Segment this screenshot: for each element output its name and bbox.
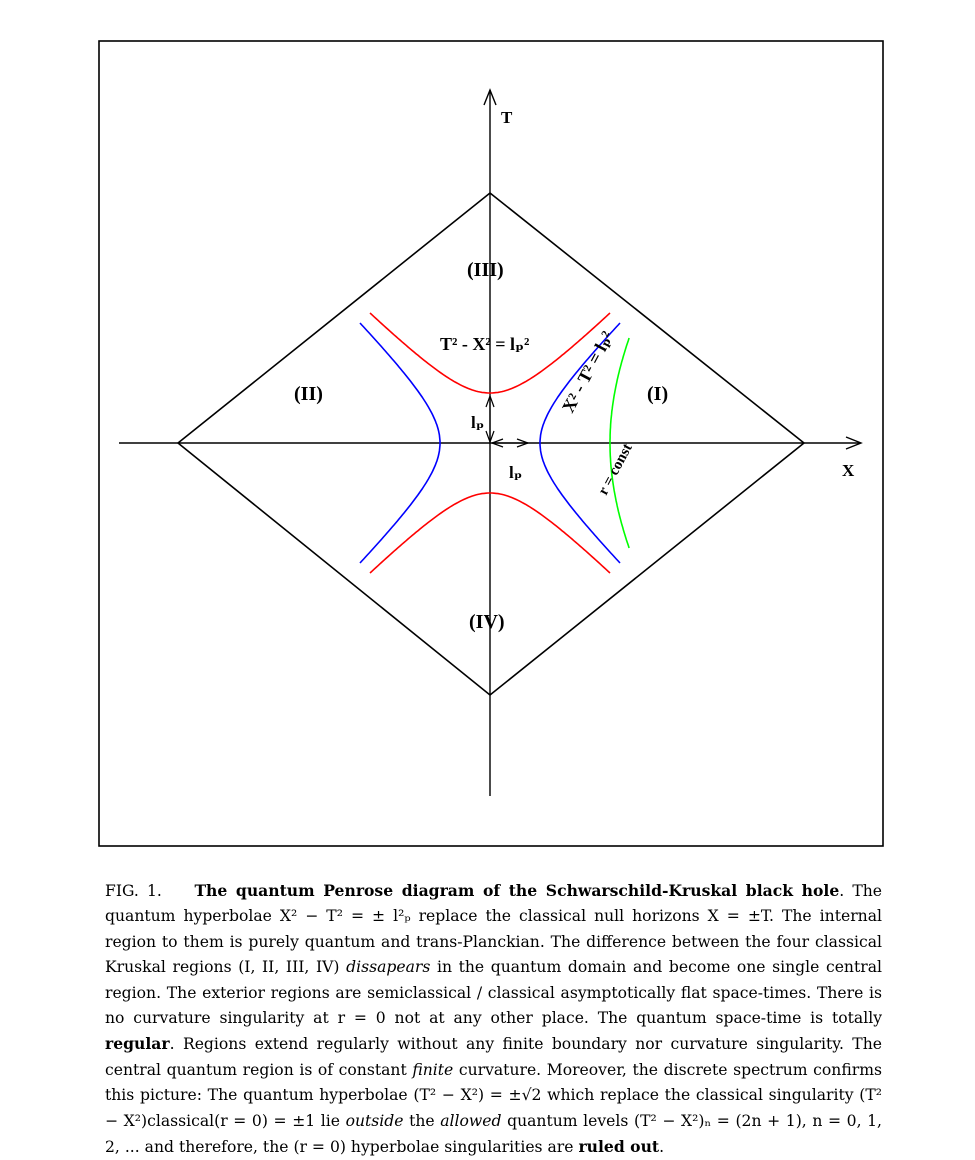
caption-bold: regular [105, 1034, 170, 1054]
math-classical: (T² − X²)classical(r = 0) = ±1 [105, 1086, 882, 1130]
caption-text: the [403, 1111, 441, 1130]
lp-vertical-label: lₚ [471, 413, 485, 432]
r-const-label: r = const [595, 441, 636, 498]
math-levels: (T² − X²)ₙ = (2n + 1), n = 0, 1, 2, ... [105, 1111, 883, 1157]
time-hyperbola-label: T² - X² = lₚ² [440, 334, 530, 354]
math-horizons: X = ±T [707, 907, 770, 926]
caption-text: in the quantum domain and become one single central region. The exterior regions are semiclassical / classical asymptotically flat space-times. There is no curvature singularity at [105, 958, 882, 1028]
caption-title: The quantum Penrose diagram of the Schwarschild-Kruskal black hole [194, 881, 840, 900]
caption-text: and therefore, the [139, 1138, 294, 1157]
caption-text: . The internal region to them is purely quantum and trans-Planckian. The difference between the four classical Kruskal regions (I, II, III, IV) [105, 907, 882, 977]
region-2-label: (II) [294, 383, 323, 405]
caption-text: lie [315, 1111, 346, 1130]
space-hyperbola-label: X² - T² = lₚ² [557, 327, 618, 416]
caption-italic: outside [345, 1111, 404, 1130]
caption-text: . The quantum hyperbolae [105, 882, 883, 926]
figure-caption [105, 878, 882, 1160]
caption-text: hyperbolae singularities are [345, 1138, 579, 1157]
axis-x-label: X [842, 461, 855, 480]
caption-text: which replace the classical singularity [541, 1086, 860, 1105]
region-4-label: (IV) [469, 611, 505, 633]
caption-text: not at any other place. The quantum space-time is totally [385, 1009, 883, 1028]
region-3-label: (III) [467, 259, 504, 281]
caption-italic: allowed [440, 1111, 502, 1130]
lp-horizontal-label: lₚ [509, 463, 523, 482]
math-hyperbolae: X² − T² = ± l²ₚ [279, 907, 411, 926]
caption-bold: ruled out [578, 1137, 660, 1157]
math-r0: r = 0 [337, 1009, 386, 1028]
caption-italic: finite [412, 1060, 454, 1079]
caption-text: . [659, 1138, 665, 1157]
region-1-label: (I) [647, 383, 669, 405]
caption-text: . Regions extend regularly without any finite boundary nor curvature singularity. The central quantum region is of constant [105, 1035, 882, 1079]
math-r0-paren: (r = 0) [293, 1138, 346, 1157]
caption-italic: dissapears [346, 958, 431, 977]
caption-text: curvature. Moreover, the discrete spectrum confirms this picture: The quantum hyperbolae [105, 1060, 882, 1105]
fig-label: FIG. 1. [105, 882, 162, 900]
axis-t-label: T [501, 108, 513, 127]
caption-text: quantum levels [501, 1111, 634, 1130]
math-quantum-hyperbolae: (T² − X²) = ±√2 [413, 1086, 542, 1105]
caption-text: replace the classical null horizons [410, 907, 708, 926]
